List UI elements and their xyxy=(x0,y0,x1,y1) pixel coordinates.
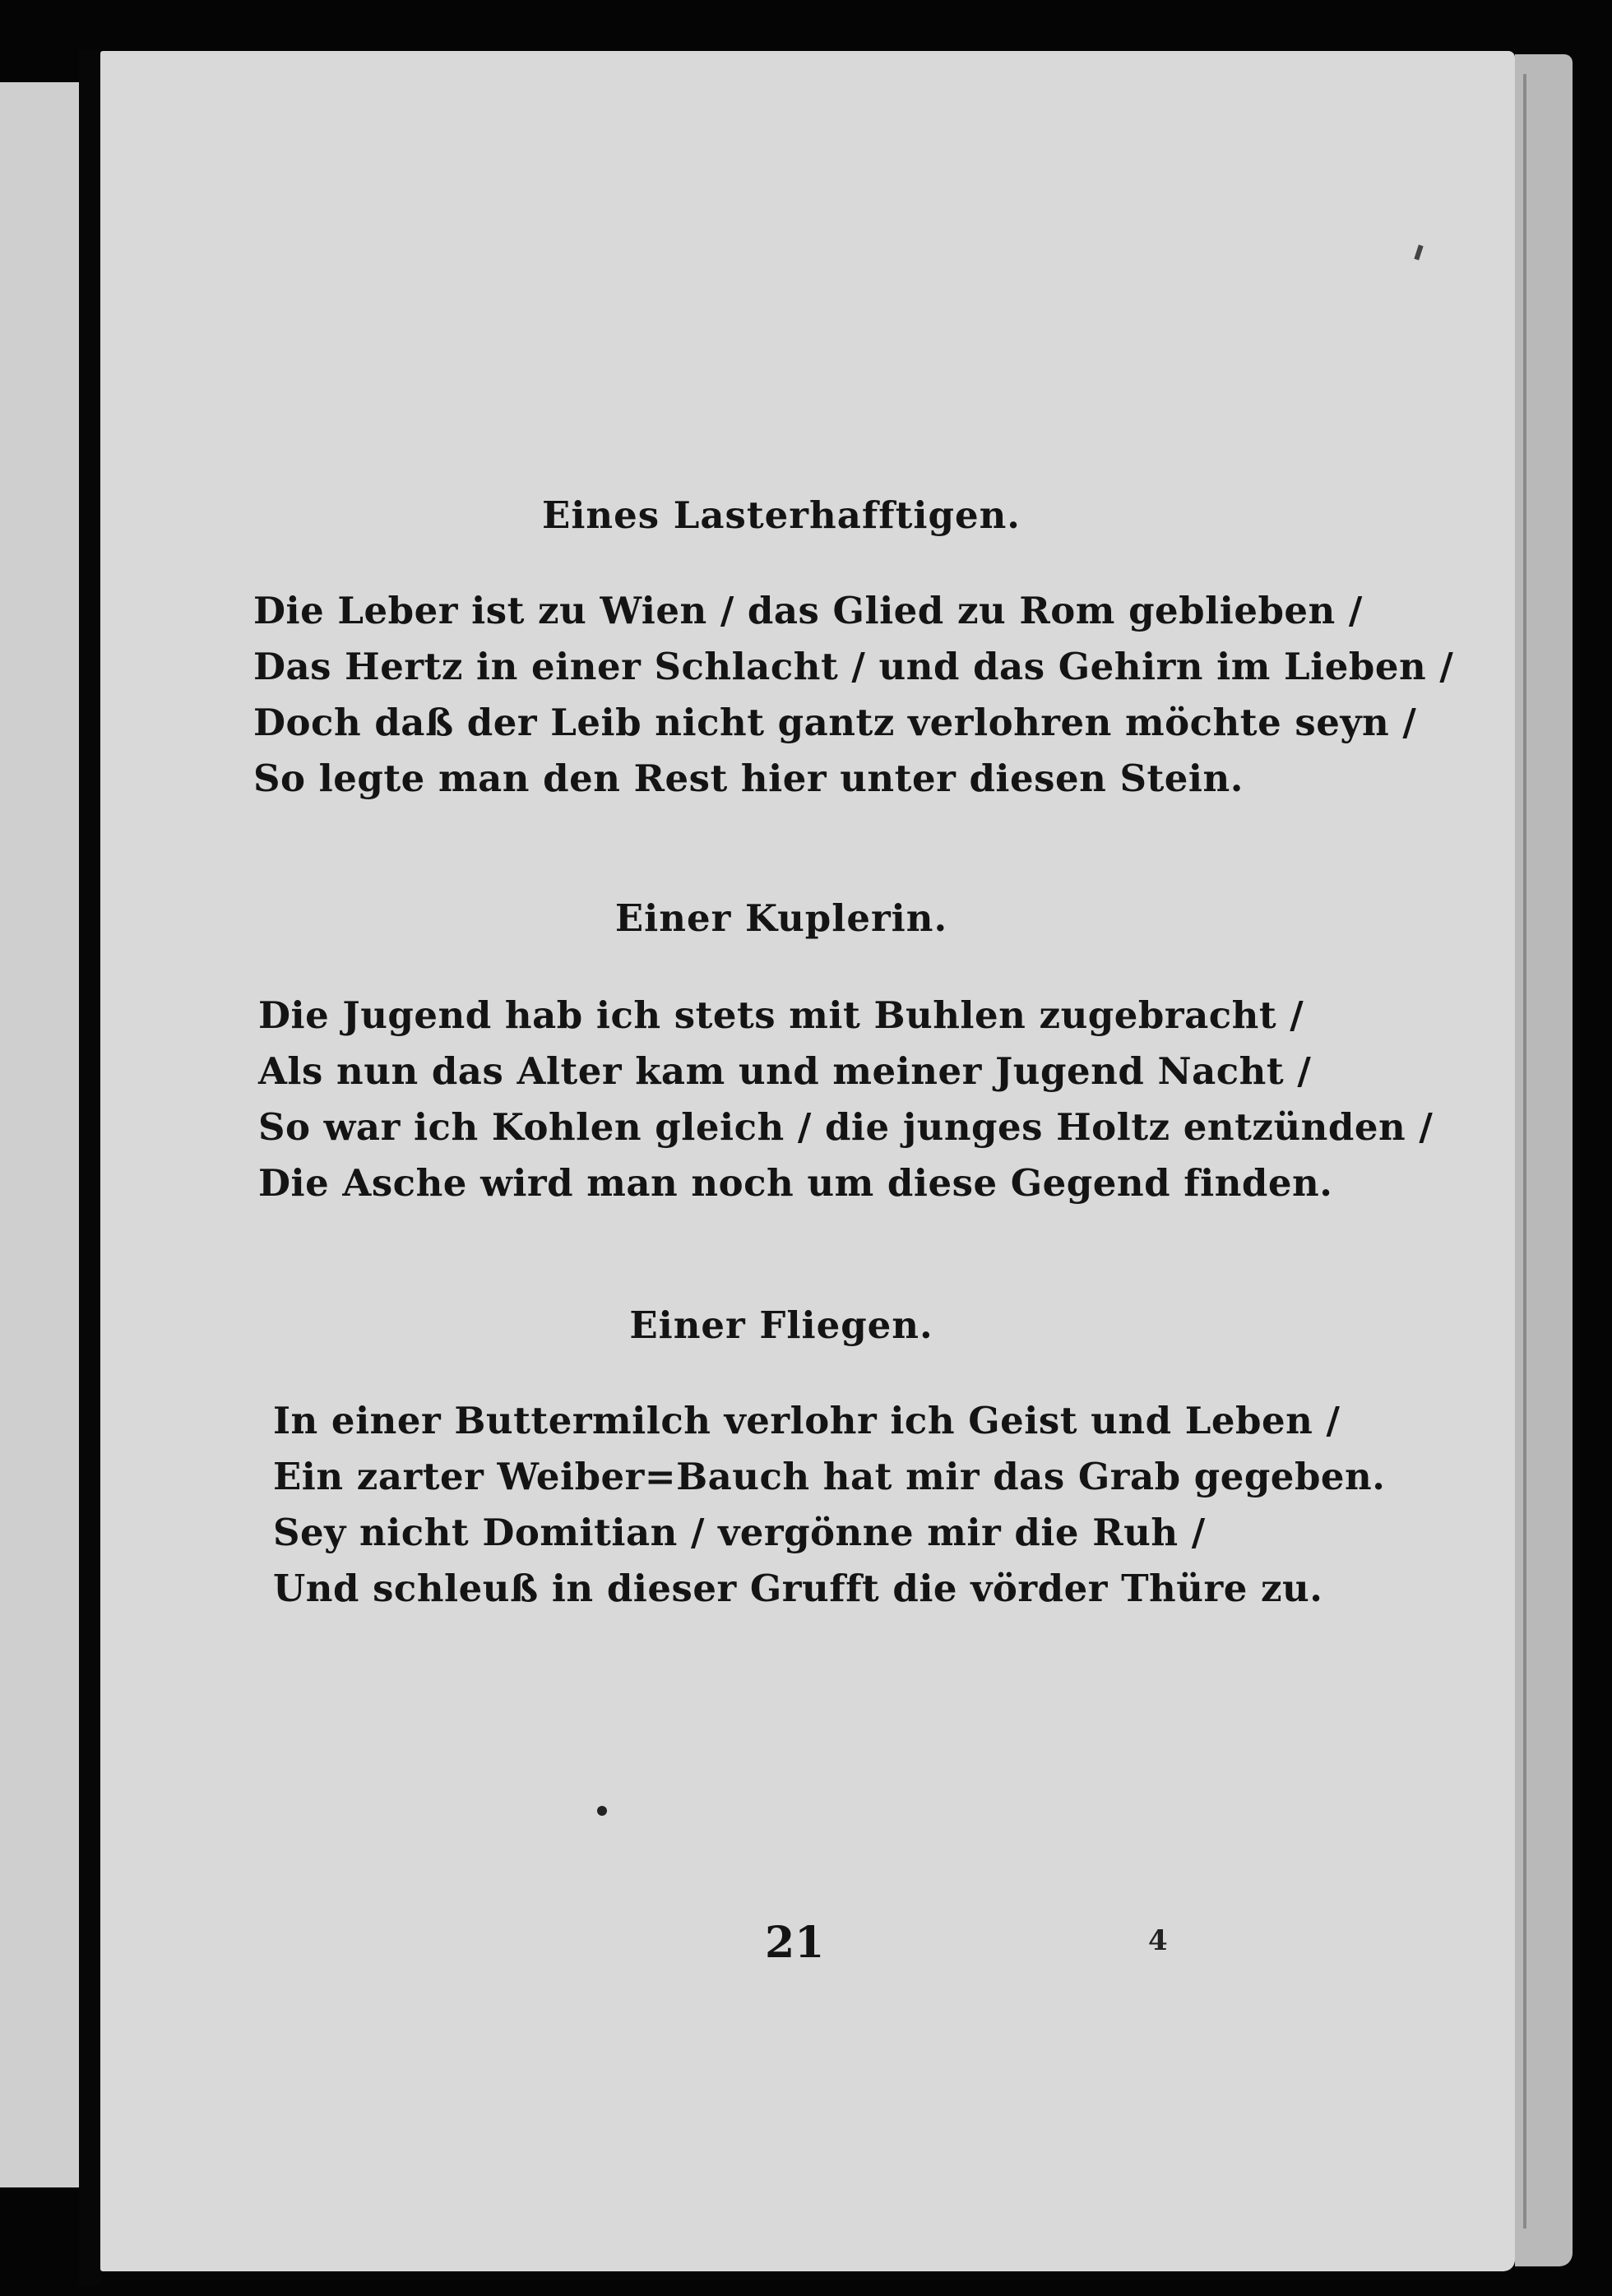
poem-line: Sey nicht Domitian / vergönne mir die Ruh / xyxy=(273,1511,1206,1554)
poem-line: Die Asche wird man noch um diese Gegend finden. xyxy=(258,1161,1333,1205)
poem-title: Einer Kuplerin. xyxy=(614,896,948,940)
poem-title: Eines Lasterhafftigen. xyxy=(542,493,1021,537)
poem-line: Das Hertz in einer Schlacht / und das Gehirn im Lieben / xyxy=(253,645,1454,688)
poem-line: In einer Buttermilch verlohr ich Geist und Leben / xyxy=(273,1399,1341,1442)
poem-line: Die Jugend hab ich stets mit Buhlen zugebracht / xyxy=(258,993,1304,1037)
ink-dot xyxy=(597,1806,607,1816)
poem-line: Doch daß der Leib nicht gantz verlohren möchte seyn / xyxy=(253,701,1417,744)
poem-line: So legte man den Rest hier unter diesen Stein. xyxy=(253,757,1244,800)
ink-speck xyxy=(1414,245,1423,261)
page-edge-shadow xyxy=(1523,74,1526,2229)
poem-line: Und schleuß in dieser Grufft die vörder Thüre zu. xyxy=(273,1567,1323,1610)
poem-line: Die Leber ist zu Wien / das Glied zu Rom geblieben / xyxy=(253,589,1363,632)
signature-marker: 4 xyxy=(1148,1924,1168,1957)
book-gutter xyxy=(79,49,100,2286)
page-number: 21 xyxy=(765,1918,825,1968)
poem-line: So war ich Kohlen gleich / die junges Holtz entzünden / xyxy=(258,1105,1434,1149)
left-page-edge xyxy=(0,82,89,2187)
poem-line: Als nun das Alter kam und meiner Jugend Nacht / xyxy=(258,1049,1312,1093)
poem-title: Einer Fliegen. xyxy=(629,1303,933,1347)
poem-line: Ein zarter Weiber=Bauch hat mir das Grab gegeben. xyxy=(273,1455,1386,1498)
